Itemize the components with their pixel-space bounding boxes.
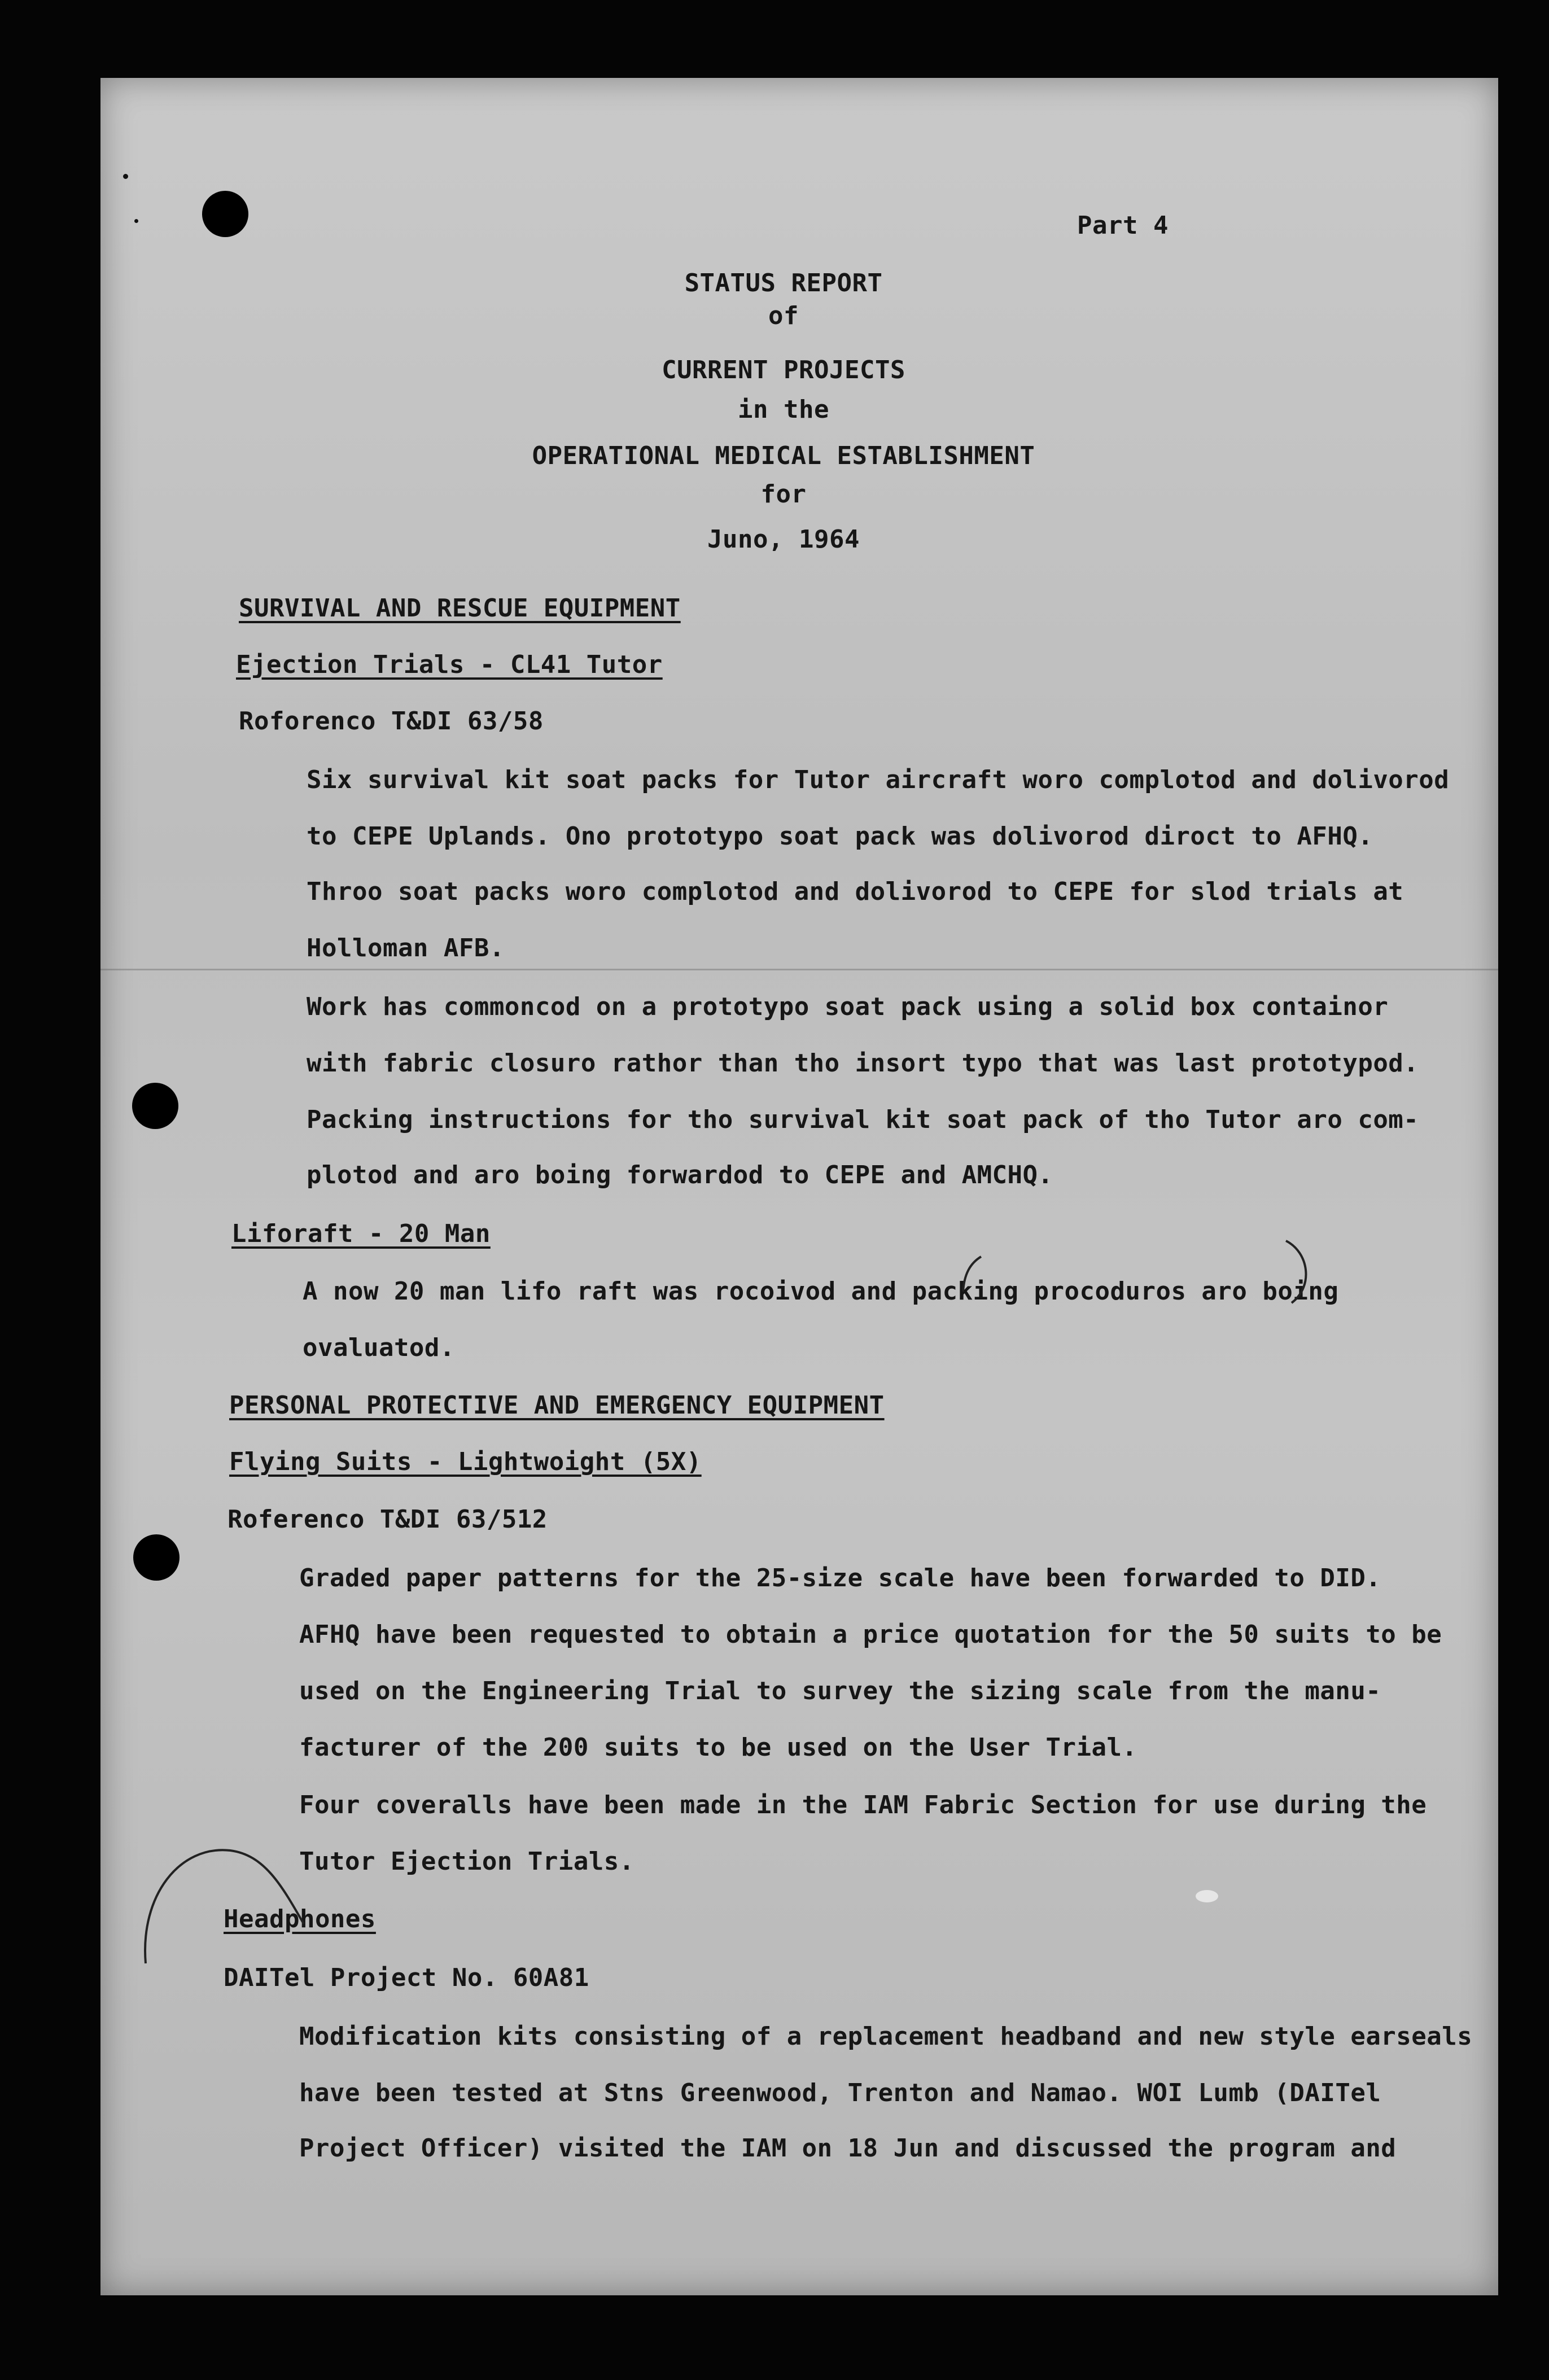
suits-line-6: Tutor Ejection Trials. <box>299 1847 635 1876</box>
title-line-5: OPERATIONAL MEDICAL ESTABLISHMENT <box>532 441 1035 470</box>
suits-line-5: Four coveralls have been made in the IAM Fabric Section for use during the <box>299 1791 1427 1819</box>
part-label: Part 4 <box>1077 211 1169 240</box>
ejection-line-5: Work has commoncod on a prototypo soat pack using a solid box containor <box>307 992 1389 1021</box>
title-line-7: Juno, 1964 <box>707 525 860 554</box>
handwritten-tick-mark <box>947 1252 992 1297</box>
subheading-ejection-trials: Ejection Trials - CL41 Tutor <box>236 650 663 679</box>
paper-blemish <box>1196 1890 1218 1902</box>
ejection-line-3: Throo soat packs woro complotod and dolivorod to CEPE for slod trials at <box>307 877 1404 906</box>
ejection-line-2: to CEPE Uplands. Ono prototypo soat pack was dolivorod diroct to AFHQ. <box>307 822 1373 851</box>
reference-flying-suits: Roferenco T&DI 63/512 <box>227 1505 548 1534</box>
suits-line-4: facturer of the 200 suits to be used on the User Trial. <box>299 1733 1137 1762</box>
handwritten-bracket-mark <box>1275 1230 1325 1331</box>
ejection-line-8: plotod and aro boing forwardod to CEPE and AMCHQ. <box>307 1161 1053 1189</box>
document-page <box>100 78 1498 2295</box>
subheading-flying-suits: Flying Suits - Lightwoight (5X) <box>229 1447 702 1476</box>
section-heading-survival: SURVIVAL AND RESCUE EQUIPMENT <box>239 594 681 623</box>
punch-hole-middle <box>132 1083 178 1129</box>
ejection-line-4: Holloman AFB. <box>307 934 505 963</box>
reference-headphones: DAITel Project No. 60A81 <box>224 1963 589 1992</box>
punch-hole-lower <box>133 1534 180 1581</box>
headphones-line-1: Modification kits consisting of a replacement headband and new style earseals <box>299 2022 1473 2051</box>
reference-ejection: Roforenco T&DI 63/58 <box>239 707 544 736</box>
handwritten-curve-mark <box>134 1805 326 1975</box>
liferaft-line-1: A now 20 man lifo raft was rocoivod and packing procoduros aro boing <box>303 1277 1339 1306</box>
section-heading-personal: PERSONAL PROTECTIVE AND EMERGENCY EQUIPMENT <box>229 1391 885 1420</box>
speck <box>123 174 128 179</box>
title-line-3: CURRENT PROJECTS <box>662 356 905 384</box>
title-line-1: STATUS REPORT <box>684 269 883 298</box>
subheading-liferaft: Liforaft - 20 Man <box>231 1219 491 1248</box>
subheading-headphones: Headphones <box>224 1905 376 1933</box>
suits-line-3: used on the Engineering Trial to survey the sizing scale from the manu- <box>299 1677 1381 1705</box>
ejection-line-6: with fabric closuro rathor than tho insort typo that was last prototypod. <box>307 1049 1419 1078</box>
ejection-line-1: Six survival kit soat packs for Tutor aircraft woro complotod and dolivorod <box>307 765 1450 794</box>
title-line-6: for <box>760 480 807 509</box>
headphones-line-3: Project Officer) visited the IAM on 18 Jun and discussed the program and <box>299 2134 1397 2163</box>
title-line-2: of <box>768 301 799 330</box>
headphones-line-2: have been tested at Stns Greenwood, Trenton and Namao. WOI Lumb (DAITel <box>299 2079 1381 2107</box>
liferaft-line-2: ovaluatod. <box>303 1333 455 1362</box>
ejection-line-7: Packing instructions for tho survival kit soat pack of tho Tutor aro com- <box>307 1105 1419 1134</box>
suits-line-1: Graded paper patterns for the 25-size scale have been forwarded to DID. <box>299 1564 1381 1593</box>
speck <box>134 219 138 223</box>
punch-hole-top <box>202 191 248 237</box>
title-line-4: in the <box>738 395 829 424</box>
page-fold-line <box>100 969 1498 970</box>
suits-line-2: AFHQ have been requested to obtain a price quotation for the 50 suits to be <box>299 1620 1442 1649</box>
